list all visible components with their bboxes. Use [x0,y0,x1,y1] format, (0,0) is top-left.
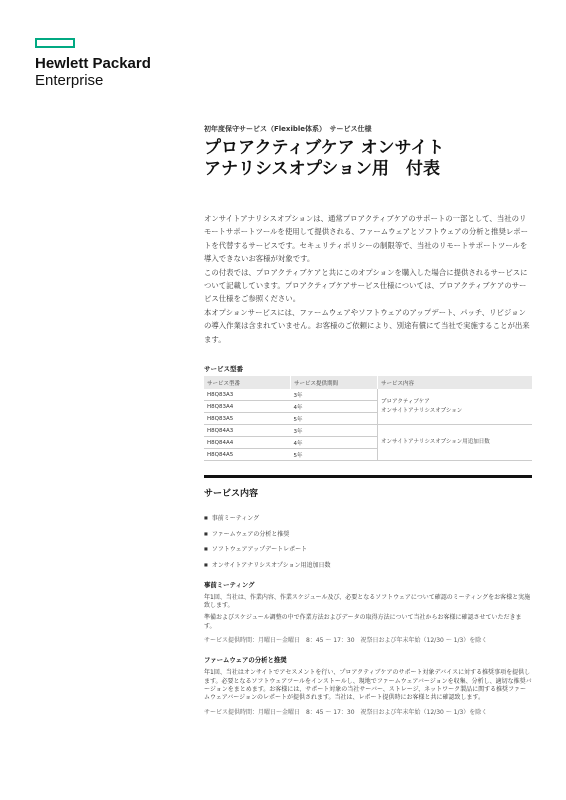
doc-title-line1: プロアクティブケア オンサイト [204,138,445,158]
list-item: ■ ソフトウェアアップデートレポート [204,544,532,553]
brand-line2: Enterprise [35,72,104,89]
service-period-cell: 4年 [291,401,378,413]
service-content-cell: オンサイトアナリシスオプション用追加日数 [378,425,533,461]
service-period-cell: 3年 [291,425,378,437]
table-heading: サービス型番 [204,365,243,374]
doc-title-line2: アナリシスオプション用 付表 [204,159,440,179]
meeting-hours: サービス提供時間：月曜日～金曜日 8：45 ～ 17：30 祝祭日および年末年始（12/30 ～ 1/3）を除く [204,637,488,645]
intro-paragraph: オンサイトアナリシスオプションは、通常プロアクティブケアのサポートの一部として、当社のリモートサポートツールを使用して提供される、ファームウェアとソフトウェアの分析と推奨レポートを代替するサービスです。セキュリティポリシーの制限等で、当社のリモートサポートツールを導入できないお客様が対象です。 [204,214,529,264]
list-item: ■ 事前ミーティング [204,513,532,522]
services-list [204,513,532,569]
document-body [204,124,532,716]
service-code-table [204,376,532,461]
column-header: サービス提供期間 [291,376,378,389]
service-period-cell: 5年 [291,413,378,425]
service-code-cell: H8Q83A4 [204,401,291,413]
firmware-hours: サービス提供時間：月曜日～金曜日 8：45 ～ 17：30 祝祭日および年末年始（12/30 ～ 1/3）を除く [204,708,488,716]
meeting-heading: 事前ミーティング [204,580,255,589]
service-period-cell: 5年 [291,449,378,461]
services-section-title: サービス内容 [204,489,259,500]
brand-line1: Hewlett Packard [35,55,151,72]
intro-paragraph: 本オプションサービスには、ファームウェアやソフトウェアのアップデート、パッチ、リビジョンの導入作業は含まれていません。お客様のご依頼により、別途有償にて当社で実施することが出来ます。 [204,307,530,344]
table-row [204,425,532,437]
service-code-cell: H8Q83A5 [204,413,291,425]
hpe-logo-mark [35,38,75,48]
service-period-cell: 4年 [291,437,378,449]
service-code-cell: H8Q83A3 [204,389,291,401]
service-code-cell: H8Q84A4 [204,437,291,449]
doc-eyebrow: 初年度保守サービス（Flexible体系） サービス仕様 [204,125,372,133]
table-row [204,389,532,401]
intro-paragraph: この付表では、プロアクティブケアと共にこのオプションを購入した場合に提供されるサービスについて記載しています。プロアクティブケアサービス仕様については、プロアクティブケアのサービス仕様をご参照ください。 [204,267,528,304]
firmware-paragraph: 年1回、当社はオンサイトでアセスメントを行い、プロアクティブケアのサポート対象デバイスに対する推奨事項を提供します。必要となるソフトウェアツールをインストールし、現地でファームウェアバージョンを収集、分析し、適切な推奨バージョンをまとめます。お客様には、サポート対象の当社サーバー、ストレージ、ネットワーク製品に関する推奨ファームウェアバージョンのレポートが提供されます。当社は、レポート提供時にお客様と共に確認致します。 [204,669,532,702]
table-header-row [204,376,532,389]
content-line: プロアクティブケア [381,398,430,405]
list-item: ■ オンサイトアナリシスオプション用追加日数 [204,560,532,569]
service-code-cell: H8Q84A5 [204,449,291,461]
service-content-cell [378,389,533,425]
list-item: ■ ファームウェアの分析と推奨 [204,529,532,538]
meeting-paragraph: 準備およびスケジュール調整の中で作業方法およびデータの取得方法について当社からお客様に確認させていただきます。 [204,614,522,630]
doc-title [204,138,532,180]
content-line: オンサイトアナリシスオプション [381,407,463,414]
column-header: サービス型番 [204,376,291,389]
intro-text [204,212,532,346]
brand-logo [35,55,151,89]
meeting-paragraph: 年1回、当社は、作業内容、作業スケジュール及び、必要となるソフトウェアについて確認のミーティングをお客様と実施致します。 [204,593,531,609]
column-header: サービス内容 [378,376,533,389]
section-divider [204,475,532,478]
firmware-heading: ファームウェアの分析と推奨 [204,656,287,665]
service-period-cell: 3年 [291,389,378,401]
service-code-cell: H8Q84A3 [204,425,291,437]
